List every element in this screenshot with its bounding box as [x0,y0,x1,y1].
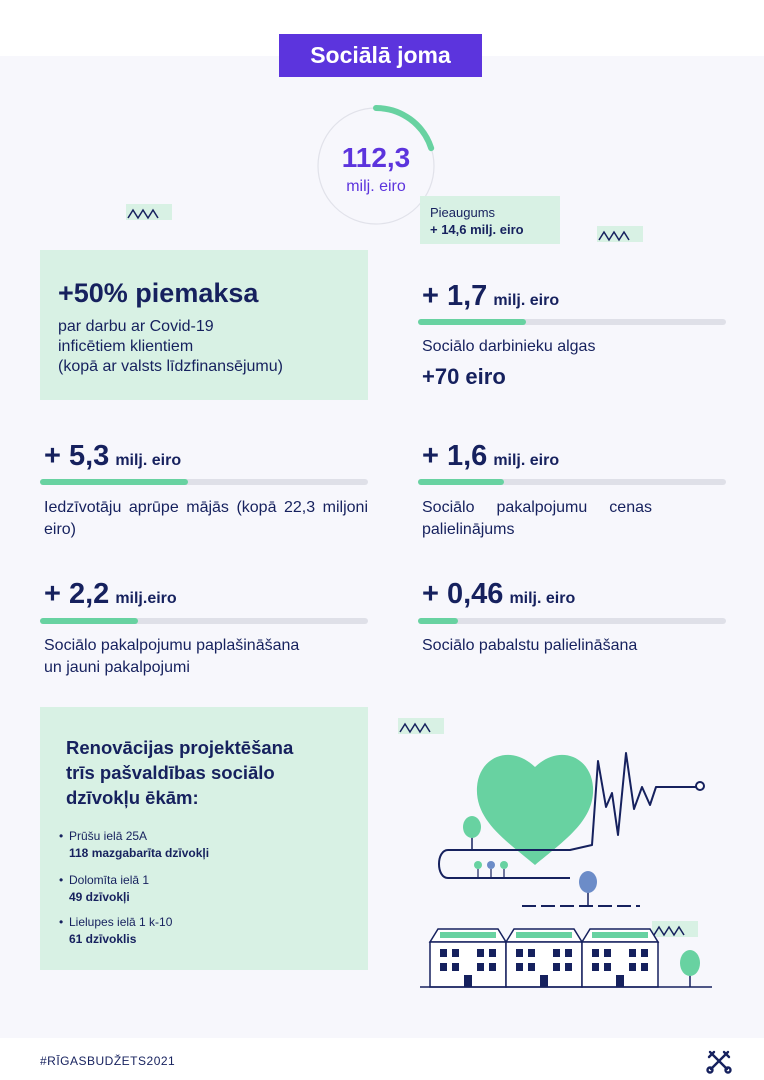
home-care-unit: milj. eiro [115,452,182,469]
home-care-value: + 5,3 [44,440,110,472]
salaries-amount [422,280,559,313]
growth-badge [420,196,560,244]
service-price-unit: milj. eiro [493,452,560,469]
renovation-title-line-3: dzīvokļu ēkām: [66,787,199,808]
benefits-description: Sociālo pabalstu palielināšana [422,637,638,654]
covid-bonus-line-1: par darbu ar Covid-19 [58,318,214,335]
riga-keys-logo-icon [706,1048,732,1074]
benefits-value: + 0,46 [422,578,504,610]
covid-bonus-headline: +50% piemaksa [58,278,259,308]
zigzag-decoration [126,204,172,220]
salaries-bar [418,319,726,325]
total-budget-value: 112,3 [341,142,411,173]
growth-label: Pieaugums [430,205,496,220]
renovation-address: • Lielupes ielā 1 k-10 [69,915,173,929]
service-price-bar-fill [418,479,504,485]
service-expansion-bar [40,618,368,624]
benefits-bar-fill [418,618,458,624]
benefits-amount [422,578,575,611]
covid-bonus-line-3: (kopā ar valsts līdzfinansējumu) [58,358,283,375]
salaries-description: Sociālo darbinieku algas [422,338,596,355]
service-price-description: Sociālo pakalpojumu cenas palielinājums [422,499,652,538]
covid-bonus-line-2: inficētiem klientiem [58,338,194,355]
renovation-title-line-2: trīs pašvaldības sociālo [66,762,275,783]
renovation-detail: 49 dzīvokļi [69,890,130,904]
renovation-detail: 61 dzīvoklis [69,932,137,946]
renovation-entry [60,914,172,948]
service-expansion-bar-fill [40,618,138,624]
salaries-bar-fill [418,319,526,325]
benefits-bar [418,618,726,624]
renovation-title-line-1: Renovācijas projektēšana [66,737,294,758]
renovation-entry [60,828,209,862]
renovation-detail: 118 mazgabarīta dzīvokļi [69,846,210,860]
renovation-address: • Prūšu ielā 25A [69,829,148,843]
zigzag-decoration [597,226,643,242]
service-expansion-amount [44,578,177,611]
salaries-value: + 1,7 [422,280,488,312]
salaries-unit: milj. eiro [493,292,560,309]
hashtag: #RĪGASBUDŽETS2021 [40,1054,176,1068]
renovation-title [66,735,356,810]
total-budget-unit: milj. eiro [346,178,406,195]
home-care-bar [40,479,368,485]
service-price-value: + 1,6 [422,440,488,472]
building-icon [420,929,712,987]
renovation-entry [60,872,149,906]
home-care-description: Iedzīvotāju aprūpe mājās (kopā 22,3 miljoni eiro) [44,499,368,538]
home-care-amount [44,440,181,473]
service-expansion-unit: milj.eiro [115,590,177,607]
page-title: Sociālā joma [279,34,482,77]
growth-value: + 14,6 milj. eiro [430,222,524,237]
home-care-bar-fill [40,479,188,485]
service-price-amount [422,440,559,473]
renovation-address: • Dolomīta ielā 1 [69,873,150,887]
service-expansion-description-line-1: Sociālo pakalpojumu paplašināšana [44,637,300,654]
salaries-raise: +70 eiro [422,364,506,389]
service-expansion-value: + 2,2 [44,578,110,610]
service-expansion-description-line-2: un jauni pakalpojumi [44,659,190,676]
heart-buildings-illustration [420,725,720,995]
service-price-bar [418,479,726,485]
benefits-unit: milj. eiro [509,590,576,607]
